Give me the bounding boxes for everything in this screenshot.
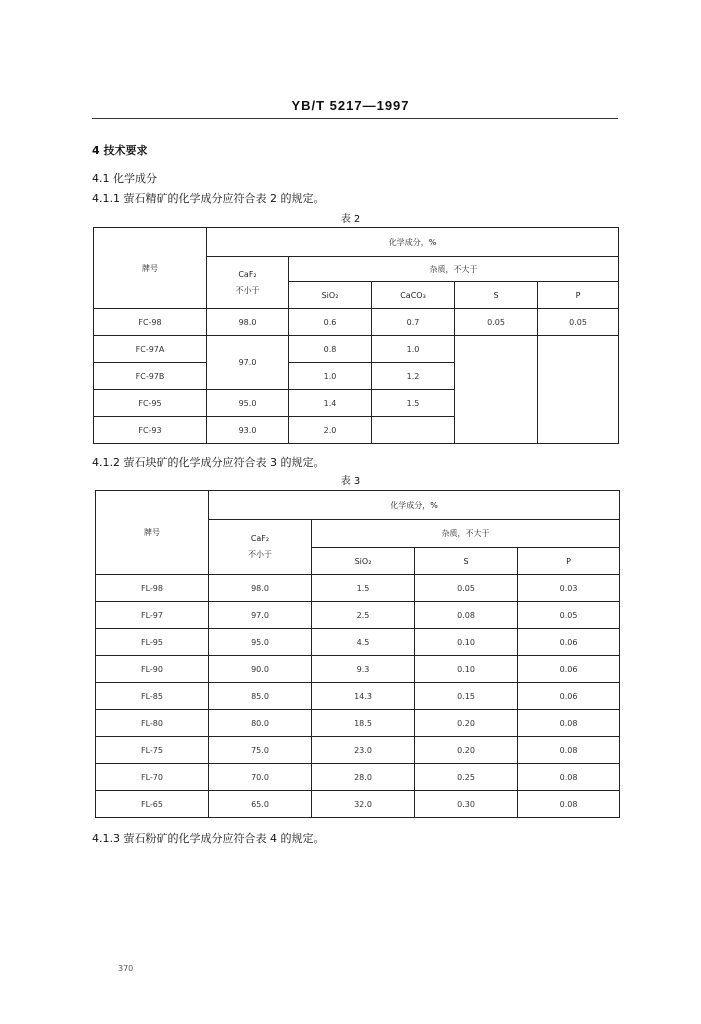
sio2-cell: 4.5 (312, 629, 415, 656)
caf2-cell: 90.0 (209, 656, 312, 683)
s-cell: 0.25 (415, 764, 518, 791)
header-rule (92, 118, 618, 119)
clause-4-1-1: 4.1.1 萤石精矿的化学成分应符合表 2 的规定。 (92, 192, 325, 205)
table3-grade-header: 牌号 (96, 491, 209, 575)
sio2-cell: 9.3 (312, 656, 415, 683)
page-number: 370 (118, 964, 134, 973)
table3-impurity-header: 杂质，不大于 (312, 520, 620, 548)
table2 (93, 227, 619, 444)
table-row (96, 575, 620, 602)
grade-cell: FC-97A (94, 336, 207, 363)
caco3-cell: 1.2 (372, 363, 455, 390)
caf2-cell: 95.0 (209, 629, 312, 656)
table2-sio2-header: SiO₂ (289, 282, 372, 309)
grade-cell: FC-97B (94, 363, 207, 390)
table-row (96, 764, 620, 791)
clause-4-1-3: 4.1.3 萤石粉矿的化学成分应符合表 4 的规定。 (92, 832, 325, 845)
table3-p-header: P (518, 548, 620, 575)
table3-caf2-header (209, 520, 312, 575)
sio2-cell: 1.0 (289, 363, 372, 390)
caf2-cell: 70.0 (209, 764, 312, 791)
table3-sio2-header: SiO₂ (312, 548, 415, 575)
sio2-cell: 28.0 (312, 764, 415, 791)
caf2-cell: 80.0 (209, 710, 312, 737)
caco3-cell: 1.5 (372, 390, 455, 417)
caf2-cell: 98.0 (209, 575, 312, 602)
p-cell: 0.05 (538, 309, 619, 336)
caco3-cell-empty (372, 417, 455, 444)
grade-cell: FL-65 (96, 791, 209, 818)
s-cell: 0.20 (415, 737, 518, 764)
table2-chem-header: 化学成分，% (207, 228, 619, 257)
table2-caco3-header: CaCO₃ (372, 282, 455, 309)
s-cell-empty (455, 336, 538, 444)
table3 (95, 490, 620, 818)
grade-cell: FL-95 (96, 629, 209, 656)
p-cell-empty (538, 336, 619, 444)
section-heading: 4 技术要求 (92, 144, 148, 157)
clause-4-1-2: 4.1.2 萤石块矿的化学成分应符合表 3 的规定。 (92, 456, 325, 469)
table-row (94, 336, 619, 363)
caco3-cell: 1.0 (372, 336, 455, 363)
p-cell: 0.06 (518, 656, 620, 683)
caco3-cell: 0.7 (372, 309, 455, 336)
s-cell: 0.15 (415, 683, 518, 710)
sio2-cell: 0.6 (289, 309, 372, 336)
table2-caf2-note: 不小于 (235, 285, 260, 295)
table2-grade-header: 牌号 (94, 228, 207, 309)
table2-caf2-header (207, 257, 289, 309)
subsection-heading: 4.1 化学成分 (92, 172, 157, 185)
caf2-cell: 95.0 (207, 390, 289, 417)
table-row (96, 710, 620, 737)
caf2-cell: 75.0 (209, 737, 312, 764)
table3-caption: 表 3 (340, 476, 361, 487)
grade-cell: FL-70 (96, 764, 209, 791)
caf2-cell: 97.0 (209, 602, 312, 629)
p-cell: 0.06 (518, 629, 620, 656)
sio2-cell: 0.8 (289, 336, 372, 363)
table2-impurity-header: 杂质，不大于 (289, 257, 619, 282)
p-cell: 0.08 (518, 737, 620, 764)
p-cell: 0.08 (518, 791, 620, 818)
grade-cell: FL-97 (96, 602, 209, 629)
s-cell: 0.08 (415, 602, 518, 629)
table-row (96, 683, 620, 710)
sio2-cell: 2.5 (312, 602, 415, 629)
table-row (96, 791, 620, 818)
table2-caption: 表 2 (340, 214, 361, 225)
table-row (96, 602, 620, 629)
p-cell: 0.08 (518, 710, 620, 737)
table2-caf2-label: CaF₂ (238, 269, 257, 279)
sio2-cell: 2.0 (289, 417, 372, 444)
sio2-cell: 23.0 (312, 737, 415, 764)
caf2-cell: 98.0 (207, 309, 289, 336)
table3-s-header: S (415, 548, 518, 575)
table2-p-header: P (538, 282, 619, 309)
grade-cell: FL-80 (96, 710, 209, 737)
s-cell: 0.10 (415, 629, 518, 656)
p-cell: 0.06 (518, 683, 620, 710)
s-cell: 0.30 (415, 791, 518, 818)
sio2-cell: 14.3 (312, 683, 415, 710)
s-cell: 0.20 (415, 710, 518, 737)
table2-s-header: S (455, 282, 538, 309)
p-cell: 0.05 (518, 602, 620, 629)
table-row (96, 656, 620, 683)
grade-cell: FL-85 (96, 683, 209, 710)
grade-cell: FC-93 (94, 417, 207, 444)
caf2-cell: 85.0 (209, 683, 312, 710)
grade-cell: FL-98 (96, 575, 209, 602)
sio2-cell: 1.4 (289, 390, 372, 417)
s-cell: 0.05 (415, 575, 518, 602)
table-row (96, 629, 620, 656)
table-row (94, 309, 619, 336)
caf2-cell: 65.0 (209, 791, 312, 818)
document-header: YB/T 5217—1997 (291, 98, 410, 113)
sio2-cell: 32.0 (312, 791, 415, 818)
table3-caf2-label: CaF₂ (250, 534, 270, 543)
table-row (96, 737, 620, 764)
grade-cell: FL-75 (96, 737, 209, 764)
grade-cell: FC-95 (94, 390, 207, 417)
sio2-cell: 18.5 (312, 710, 415, 737)
p-cell: 0.03 (518, 575, 620, 602)
table3-caf2-note: 不小于 (248, 550, 272, 559)
s-cell: 0.10 (415, 656, 518, 683)
grade-cell: FL-90 (96, 656, 209, 683)
s-cell: 0.05 (455, 309, 538, 336)
caf2-cell: 93.0 (207, 417, 289, 444)
p-cell: 0.08 (518, 764, 620, 791)
table3-chem-header: 化学成分，% (209, 491, 620, 520)
grade-cell: FC-98 (94, 309, 207, 336)
sio2-cell: 1.5 (312, 575, 415, 602)
caf2-cell: 97.0 (207, 336, 289, 390)
